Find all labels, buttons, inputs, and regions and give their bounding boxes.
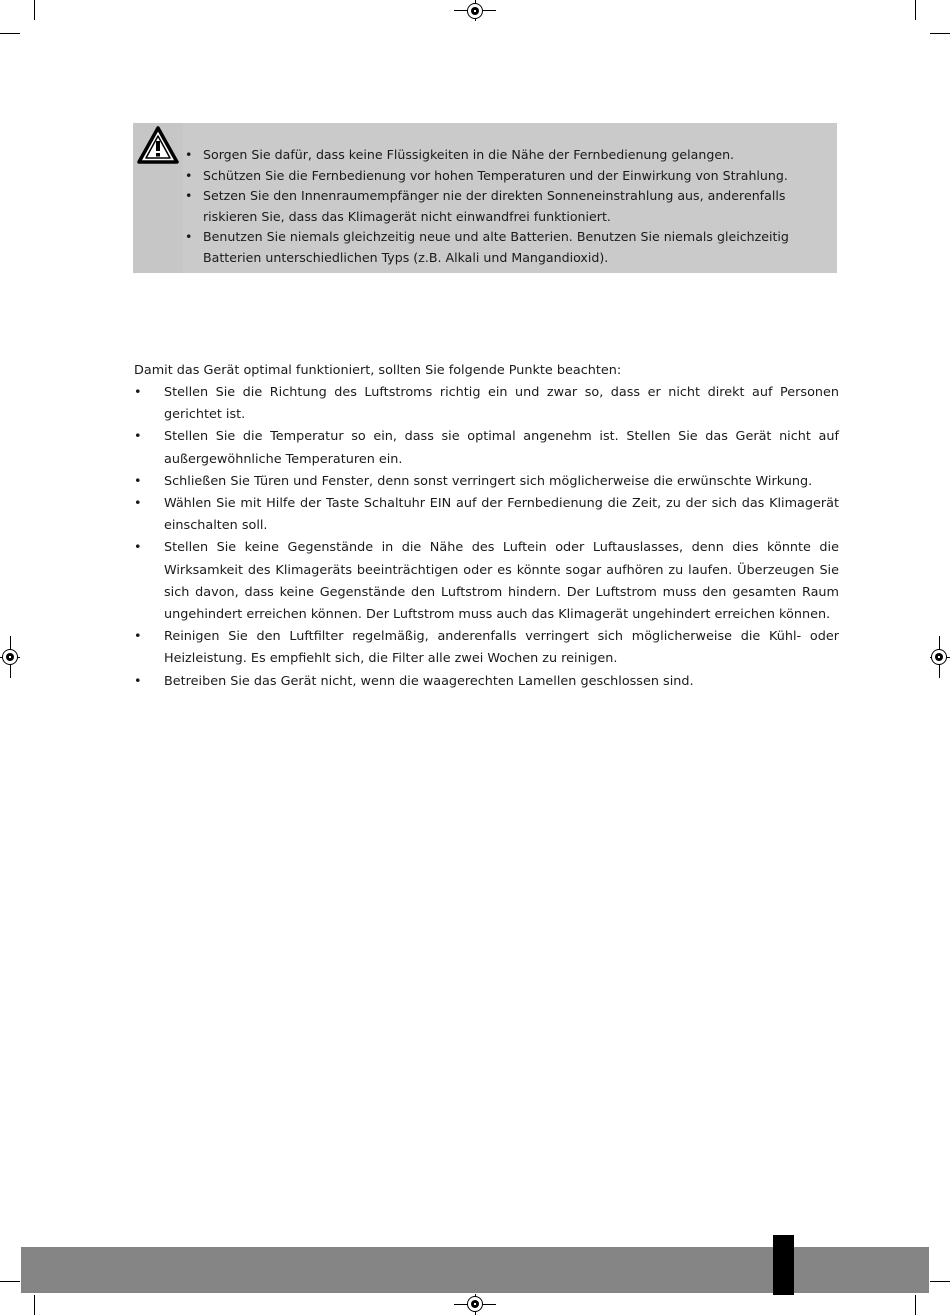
registration-mark-icon <box>931 649 947 665</box>
warning-item <box>185 145 825 166</box>
warning-item-line: Benutzen Sie niemals gleichzeitig neue und alte Batterien. Benutzen Sie niemals gleichzeitig <box>203 229 789 244</box>
registration-mark-icon <box>467 3 483 19</box>
tip-item <box>134 537 839 626</box>
crop-mark <box>930 33 950 34</box>
crop-mark <box>0 33 20 34</box>
registration-mark-icon <box>467 1296 483 1312</box>
crop-mark <box>34 0 35 20</box>
warning-item-line: Batterien unterschiedlichen Typs (z.B. Alkali und Mangandioxid). <box>203 249 609 265</box>
tip-item <box>134 626 839 670</box>
warning-item <box>185 186 825 227</box>
crop-mark <box>915 0 916 20</box>
tip-text: Reinigen Sie den Luftfilter regelmäßig, anderenfalls verringert sich möglicherweise die Kühl- oder Heizleistung. Es empfiehlt sich, die Filter alle zwei Wochen zu reinigen. <box>164 629 839 667</box>
bullet: • <box>134 429 142 445</box>
warning-list <box>185 145 825 268</box>
tips-list <box>134 382 839 693</box>
warning-item-line: Setzen Sie den Innenraumempfänger nie der direkten Sonneneinstrahlung aus, anderenfalls <box>203 188 786 203</box>
tip-item <box>134 493 839 537</box>
warning-icon-cell <box>133 123 183 273</box>
bullet: • <box>134 473 142 489</box>
crop-mark <box>930 1281 950 1282</box>
registration-mark-icon <box>2 649 18 665</box>
bullet: • <box>185 147 193 162</box>
bullet: • <box>185 229 193 244</box>
bullet: • <box>185 188 193 203</box>
tip-item <box>134 671 839 693</box>
tip-text: Stellen Sie die Richtung des Luftstroms richtig ein und zwar so, dass er nicht direkt auf Personen gerichtet ist. <box>164 385 839 423</box>
bullet: • <box>134 496 142 512</box>
crop-mark <box>34 1295 35 1315</box>
warning-item <box>185 227 825 268</box>
intro-paragraph: Damit das Gerät optimal funktioniert, sollten Sie folgende Punkte beachten: <box>134 363 622 378</box>
bullet: • <box>185 167 193 183</box>
bullet: • <box>134 385 142 400</box>
tip-text: Stellen Sie die Temperatur so ein, dass sie optimal angenehm ist. Stellen Sie das Gerät nicht auf außergewöhnliche Temperaturen ein. <box>164 429 839 467</box>
tip-text: Betreiben Sie das Gerät nicht, wenn die waagerechten Lamellen geschlossen sind. <box>164 673 694 689</box>
bullet: • <box>134 629 142 645</box>
warning-triangle-icon <box>136 125 180 165</box>
crop-mark <box>915 1295 916 1315</box>
tip-item <box>134 382 839 426</box>
tip-text: Schließen Sie Türen und Fenster, denn sonst verringert sich möglicherweise die erwünschte Wirkung. <box>164 473 813 489</box>
warning-item-line: Sorgen Sie dafür, dass keine Flüssigkeiten in die Nähe der Fernbedienung gelangen. <box>203 147 735 162</box>
warning-item <box>185 166 825 187</box>
bullet: • <box>134 540 142 556</box>
bullet: • <box>134 673 142 689</box>
page-tab-marker <box>773 1235 794 1295</box>
crop-mark <box>0 1281 20 1282</box>
warning-item-line: Schützen Sie die Fernbedienung vor hohen Temperaturen und der Einwirkung von Strahlung. <box>203 167 788 183</box>
tip-text: Stellen Sie keine Gegenstände in die Nähe des Luftein oder Luftauslasses, denn dies könnte die Wirksamkeit des Klimageräts beeinträchtigen oder es könnte sogar aufhören zu laufen. Überzeugen Sie sich davon, dass keine Gegenstände den Luftstrom hindern. Der Luftstrom muss den gesamten Raum ungehindert erreichen können. Der Luftstrom muss auch das Klimagerät ungehindert erreichen können. <box>164 540 839 623</box>
tip-item <box>134 426 839 470</box>
warning-box <box>133 123 837 273</box>
warning-item-line: riskieren Sie, dass das Klimagerät nicht einwandfrei funktioniert. <box>203 208 611 224</box>
tip-item <box>134 471 839 493</box>
tip-text: Wählen Sie mit Hilfe der Taste Schaltuhr EIN auf der Fernbedienung die Zeit, zu der sich das Klimagerät einschalten soll. <box>164 496 839 534</box>
